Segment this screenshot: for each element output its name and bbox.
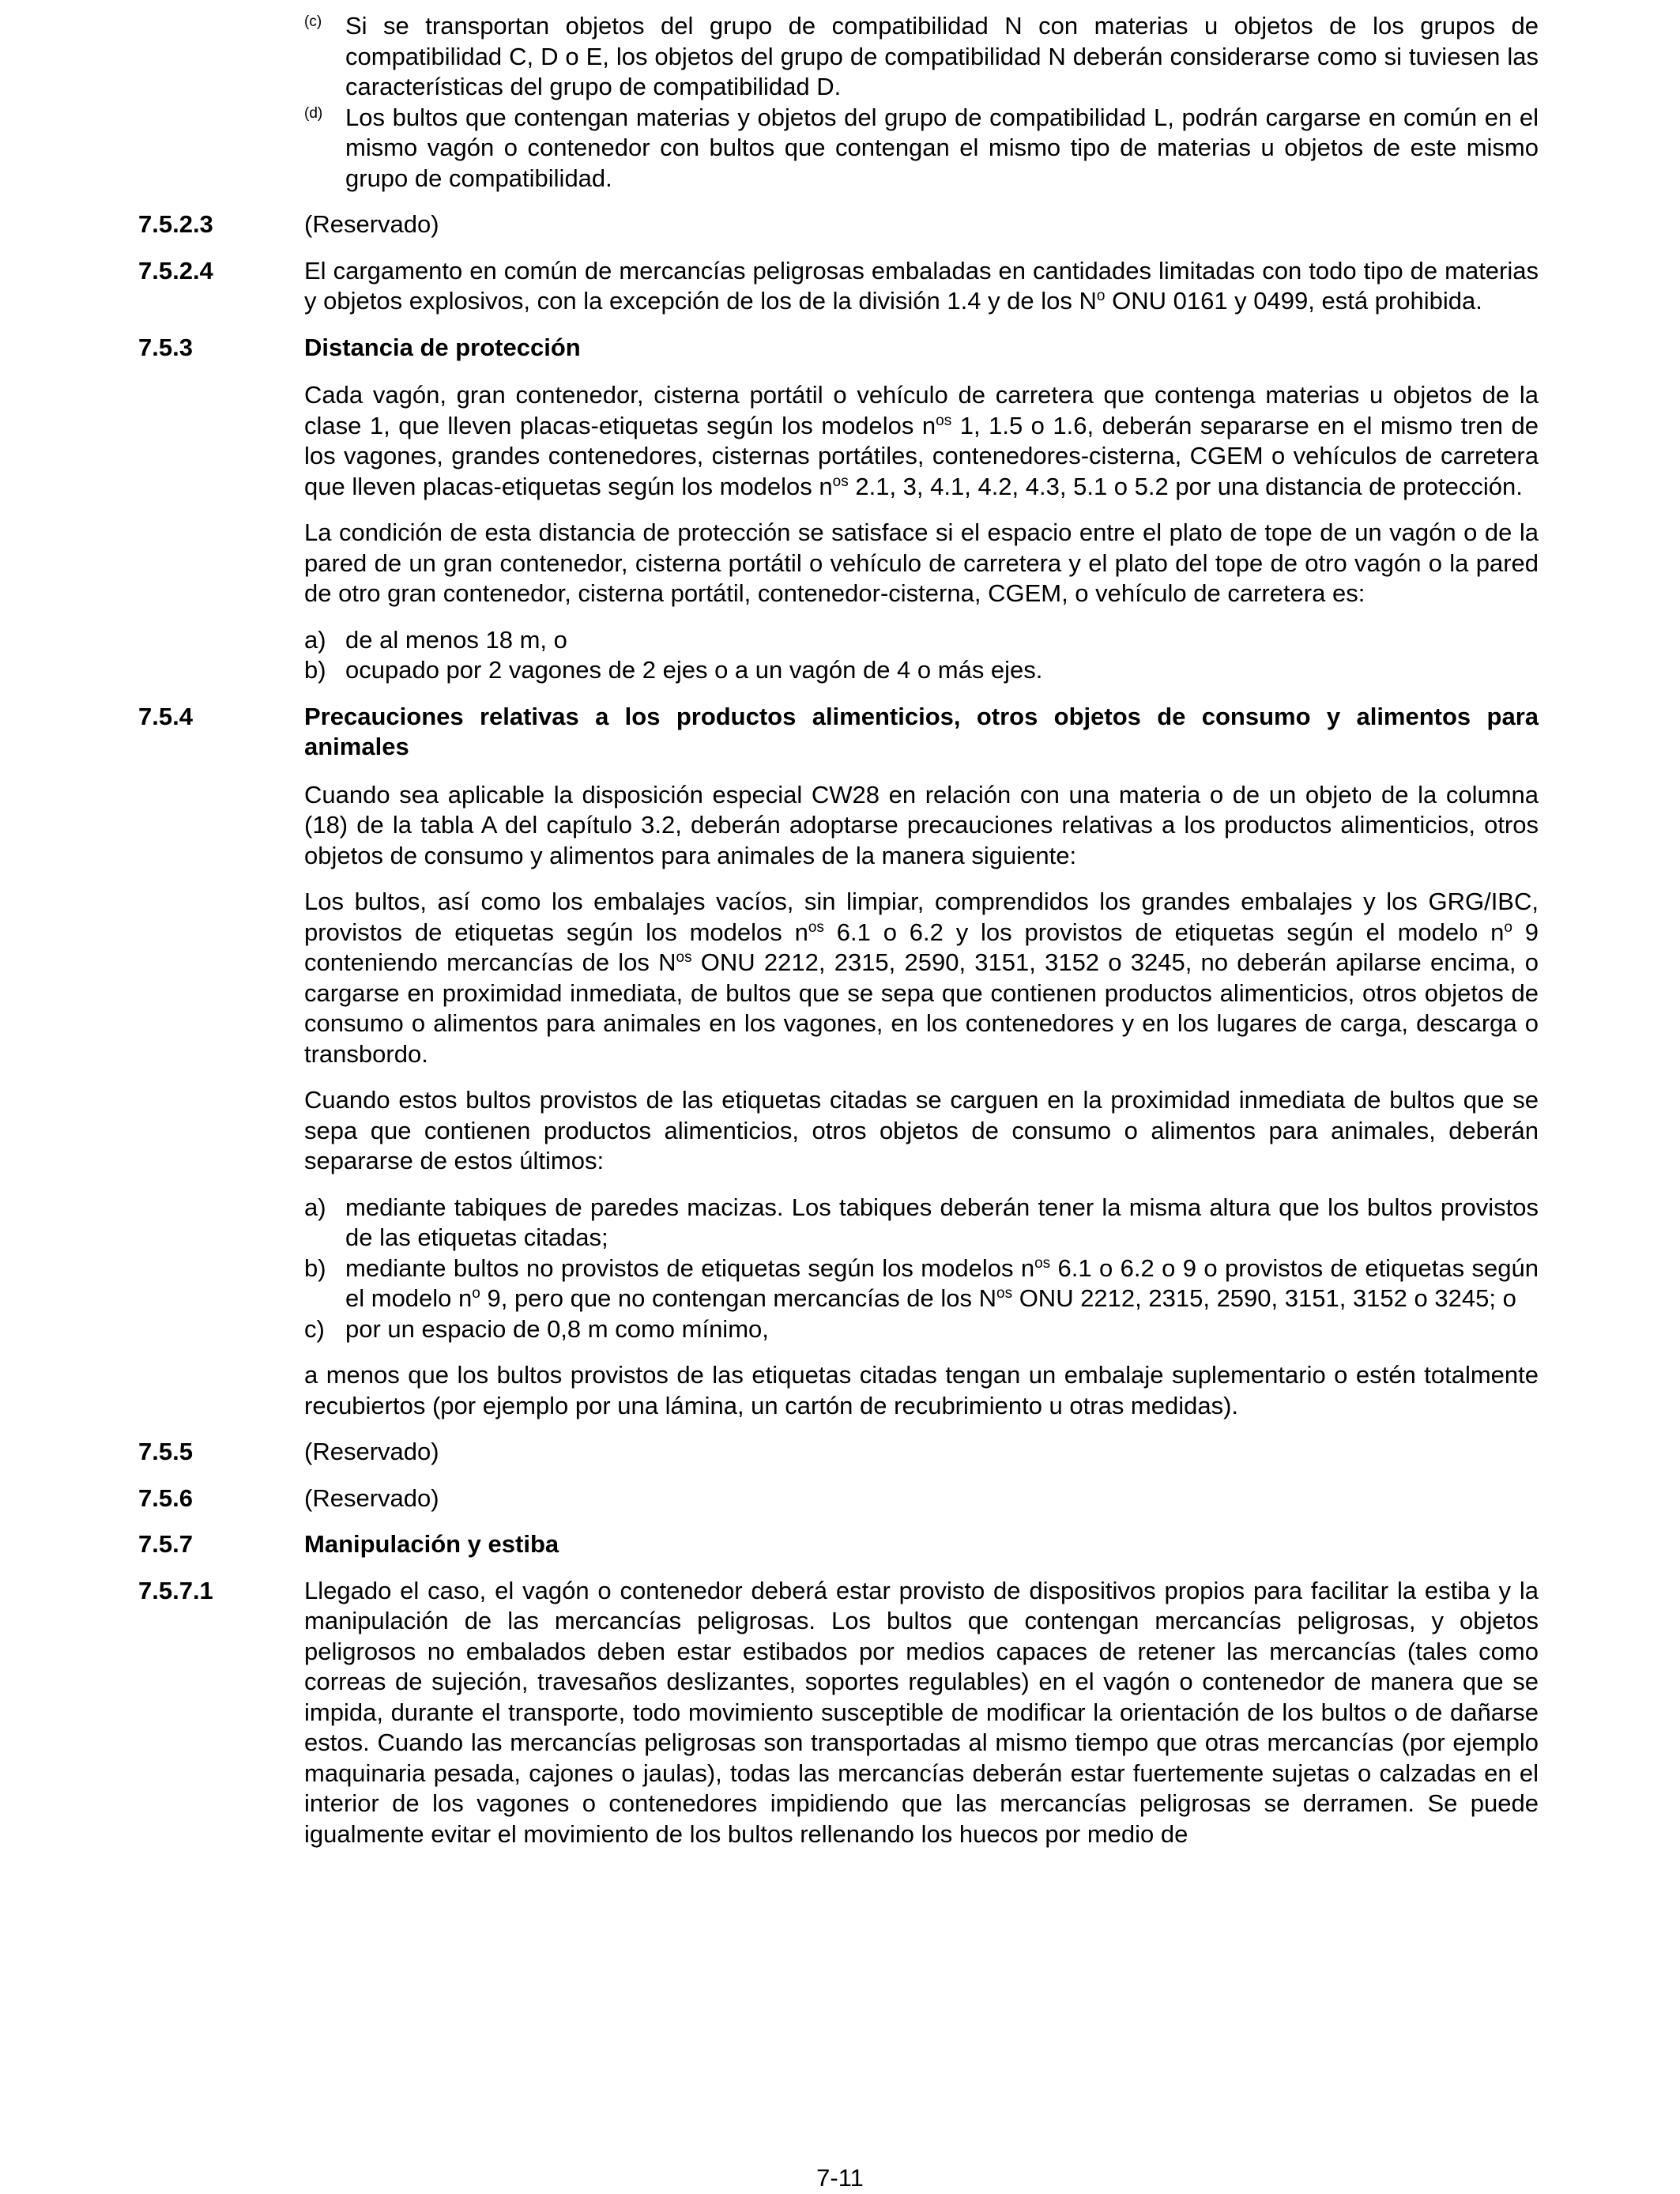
section-title: Distancia de protección [304, 333, 581, 361]
text-run: Cada vagón, gran contenedor, cisterna portátil o vehículo de carretera que contenga materias u objetos de la clase 1, que lleven placas-etiquetas según los modelos n [304, 381, 1539, 439]
page-content [138, 11, 1539, 1849]
footnote-text: Los bultos que contengan materias y objetos del grupo de compatibilidad L, podrán cargarse en común en el mismo vagón o contenedor con bultos que contengan el mismo tipo de materias u objetos de este mismo grupo de compatibilidad. [345, 103, 1539, 192]
superscript: o [1096, 288, 1106, 304]
section-text: (Reservado) [304, 1438, 439, 1465]
paragraph: Cuando estos bultos provistos de las etiquetas citadas se carguen en la proximidad inmediata de bultos que se sepa que contienen productos alimenticios, otros objetos de consumo o alimentos para animales, deberán separarse de estos últimos: [304, 1086, 1539, 1174]
section-7-5-6 [138, 1483, 1539, 1514]
list-item [304, 1314, 1539, 1345]
text-run: 9 conteniendo mercancías de los N [304, 918, 1539, 976]
paragraph [304, 887, 1539, 1069]
list-text [345, 1253, 1539, 1314]
footnote-c [304, 11, 1539, 103]
section-number: 7.5.7.1 [138, 1576, 213, 1604]
text-run: 6.1 o 6.2 y los provistos de etiquetas según el modelo n [823, 918, 1505, 946]
section-number: 7.5.2.4 [138, 256, 213, 285]
section-number: 7.5.6 [138, 1483, 193, 1512]
section-number: 7.5.4 [138, 702, 193, 730]
text-run: Los bultos, así como los embalajes vacíos, sin limpiar, comprendidos los grandes embalajes y los GRG/IBC, provistos de etiquetas según los modelos n [304, 888, 1539, 946]
section-title: Precauciones relativas a los productos alimenticios, otros objetos de consumo y alimentos para animales [304, 702, 1539, 760]
list-text: mediante tabiques de paredes macizas. Los tabiques deberán tener la misma altura que los bultos provistos de las etiquetas citadas; [345, 1193, 1539, 1251]
text-run: 6.1 o 6.2 o 9 o provistos de etiquetas según el modelo n [345, 1253, 1539, 1312]
section-title: Manipulación y estiba [304, 1530, 559, 1558]
superscript: o [1504, 918, 1512, 936]
list-item [304, 1253, 1539, 1314]
section-7-5-7-1 [138, 1576, 1539, 1850]
section-7-5-7-heading [138, 1529, 1539, 1560]
section-number: 7.5.3 [138, 333, 193, 361]
list-marker: c) [304, 1314, 325, 1343]
list-text: ocupado por 2 vagones de 2 ejes o a un vagón de 4 o más ejes. [345, 656, 1043, 684]
list-text: por un espacio de 0,8 m como mínimo, [345, 1314, 769, 1343]
list-item [304, 625, 1539, 656]
superscript: os [996, 1285, 1013, 1302]
list-marker: b) [304, 656, 326, 684]
paragraph [304, 380, 1539, 502]
section-number: 7.5.5 [138, 1438, 193, 1465]
paragraph: Cuando sea aplicable la disposición especial CW28 en relación con una materia o de un objeto de la columna (18) de la tabla A del capítulo 3.2, deberán adoptarse precauciones relativas a los productos alimenticios, otros objetos de consumo y alimentos para animales de la manera siguiente: [304, 780, 1539, 869]
text-run: 2.1, 3, 4.1, 4.2, 4.3, 5.1 o 5.2 por una distancia de protección. [848, 472, 1523, 500]
list-marker: a) [304, 1193, 326, 1221]
superscript: os [808, 918, 824, 936]
text-run: 9, pero que no contengan mercancías de los N [480, 1284, 996, 1312]
section-7-5-5 [138, 1437, 1539, 1468]
list-item [304, 1193, 1539, 1253]
superscript: os [676, 949, 692, 966]
footnote-marker: (c) [304, 13, 322, 30]
text-run: ONU 0161 y 0499, está prohibida. [1105, 287, 1482, 315]
footnote-d [304, 103, 1539, 194]
section-7-5-4-heading [138, 702, 1539, 763]
footnote-marker: (d) [304, 104, 323, 122]
section-number: 7.5.2.3 [138, 210, 213, 238]
section-text [304, 256, 1539, 317]
superscript: os [1034, 1254, 1051, 1272]
text-run: mediante bultos no provistos de etiquetas según los modelos n [345, 1253, 1035, 1282]
section-7-5-2-4 [138, 256, 1539, 317]
superscript: os [832, 473, 849, 490]
section-text: (Reservado) [304, 210, 439, 238]
superscript: os [936, 412, 952, 429]
text-run: ONU 2212, 2315, 2590, 3151, 3152 o 3245; o [1012, 1284, 1516, 1312]
list-item [304, 655, 1539, 686]
text-run: ONU 2212, 2315, 2590, 3151, 3152 o 3245, no deberán apilarse encima, o cargarse en proximidad inmediata, de bultos que se sepa que contienen productos alimenticios, otros objetos de consumo o alimentos para animales en los vagones, en los contenedores y en los lugares de carga, descarga o transbordo. [304, 948, 1539, 1068]
footnote-text: Si se transportan objetos del grupo de compatibilidad N con materias u objetos de los grupos de compatibilidad C, D o E, los objetos del grupo de compatibilidad N deberán considerarse como si tuviesen las características del grupo de compatibilidad D. [345, 12, 1539, 100]
paragraph: La condición de esta distancia de protección se satisface si el espacio entre el plato de tope de un vagón o de la pared de un gran contenedor, cisterna portátil o vehículo de carretera y el plato del tope de otro vagón o la pared de otro gran contenedor, cisterna portátil, contenedor-cisterna, CGEM, o vehículo de carretera es: [304, 518, 1539, 607]
superscript: o [472, 1285, 480, 1302]
list-text: de al menos 18 m, o [345, 625, 567, 654]
section-number: 7.5.7 [138, 1530, 193, 1558]
section-7-5-3-heading [138, 333, 1539, 364]
text-run: 1, 1.5 o 1.6, deberán separarse en el mismo tren de los vagones, grandes contenedores, cisternas portátiles, contenedores-cisterna, CGEM o vehículos de carretera que lleven placas-etiquetas según los modelos n [304, 411, 1539, 500]
paragraph: a menos que los bultos provistos de las etiquetas citadas tengan un embalaje suplementario o estén totalmente recubiertos (por ejemplo por una lámina, un cartón de recubrimiento u otras medidas). [304, 1361, 1539, 1419]
page-number: 7-11 [816, 2164, 864, 2192]
text-run: El cargamento en común de mercancías peligrosas embaladas en cantidades limitadas con todo tipo de materias y objetos explosivos, con la excepción de los de la división 1.4 y de los N [304, 256, 1539, 315]
section-text: Llegado el caso, el vagón o contenedor deberá estar provisto de dispositivos propios para facilitar la estiba y la manipulación de las mercancías peligrosas. Los bultos que contengan mercancías peligrosas, y objetos peligrosos no embalados deben estar estibados por medios capaces de retener las mercancías (tales como correas de sujeción, travesaños deslizantes, soportes regulables) en el vagón o contenedor de manera que se impida, durante el transporte, todo movimiento susceptible de modificar la orientación de los bultos o de dañarse estos. Cuando las mercancías peligrosas son transportadas al mismo tiempo que otras mercancías (por ejemplo maquinaria pesada, cajones o jaulas), todas las mercancías deberán estar fuertemente sujetas o calzadas en el interior de los vagones o contenedores impidiendo que las mercancías peligrosas se derramen. Se puede igualmente evitar el movimiento de los bultos rellenando los huecos por medio de [304, 1576, 1539, 1848]
list-marker: b) [304, 1253, 326, 1282]
section-7-5-2-3 [138, 209, 1539, 240]
list-marker: a) [304, 625, 326, 654]
section-text: (Reservado) [304, 1483, 439, 1512]
